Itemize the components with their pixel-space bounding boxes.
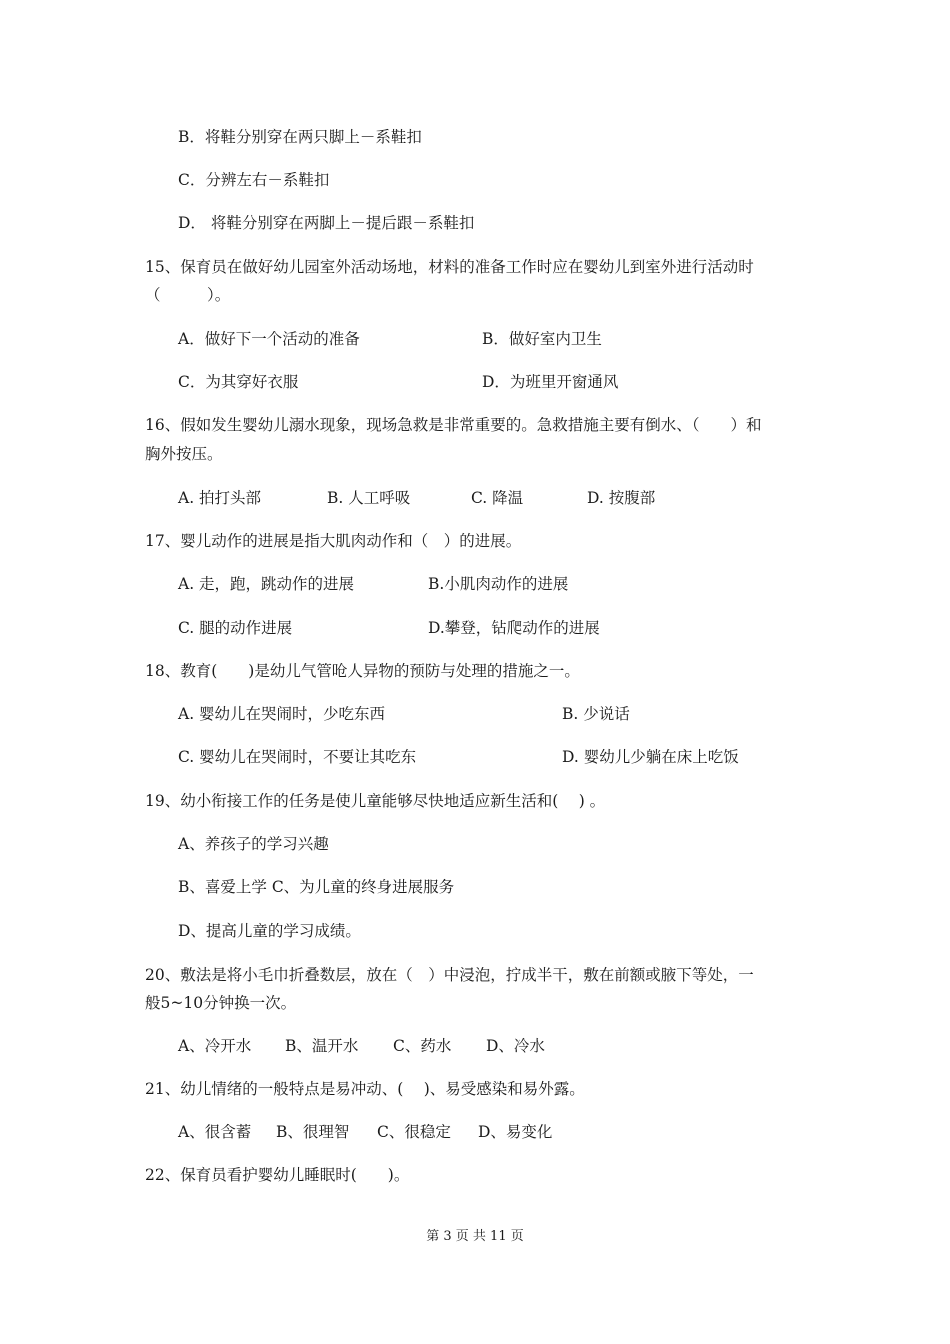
question-18-option-a: A. 婴幼儿在哭闹时，少吃东西 — [178, 705, 386, 723]
question-20-text-cont: 般5~10分钟换一次。 — [145, 994, 297, 1012]
option-c: C．分辨左右－系鞋扣 — [178, 171, 330, 189]
question-15-option-c: C．为其穿好衣服 — [178, 373, 299, 391]
question-17-option-d: D.攀登，钻爬动作的进展 — [428, 619, 600, 637]
question-21-option-b: B、很理智 — [276, 1123, 350, 1141]
question-16-option-c: C. 降温 — [471, 489, 524, 507]
question-17-text: 17、婴儿动作的进展是指大肌肉动作和（ ）的进展。 — [145, 532, 522, 550]
question-16-text: 16、假如发生婴幼儿溺水现象，现场急救是非常重要的。急救措施主要有倒水、（ ）和 — [145, 416, 762, 434]
question-16-option-a: A. 拍打头部 — [178, 489, 262, 507]
question-17-option-c: C. 腿的动作进展 — [178, 619, 293, 637]
option-b: B．将鞋分别穿在两只脚上－系鞋扣 — [178, 128, 422, 146]
question-15-text: 15、保育员在做好幼儿园室外活动场地，材料的准备工作时应在婴幼儿到室外进行活动时 — [145, 258, 754, 276]
question-18-option-d: D. 婴幼儿少躺在床上吃饭 — [562, 748, 739, 766]
question-22-text: 22、保育员看护婴幼儿睡眠时( )。 — [145, 1166, 410, 1184]
question-16-text-cont: 胸外按压。 — [145, 445, 223, 463]
question-18-text: 18、教育( )是幼儿气管呛人异物的预防与处理的措施之一。 — [145, 662, 580, 680]
question-21-option-c: C、很稳定 — [377, 1123, 451, 1141]
question-19-option-d: D、提高儿童的学习成绩。 — [178, 922, 361, 940]
question-20-option-c: C、药水 — [393, 1037, 452, 1055]
question-20-option-a: A、冷开水 — [178, 1037, 252, 1055]
page-footer: 第 3 页 共 11 页 — [426, 1229, 524, 1244]
question-20-text: 20、敷法是将小毛巾折叠数层，放在（ ）中浸泡，拧成半干，敷在前额或腋下等处，一 — [145, 966, 754, 984]
question-17-option-b: B.小肌肉动作的进展 — [428, 575, 569, 593]
option-d: D． 将鞋分别穿在两脚上－提后跟－系鞋扣 — [178, 214, 475, 232]
question-16-option-b: B. 人工呼吸 — [327, 489, 411, 507]
question-20-option-d: D、冷水 — [486, 1037, 545, 1055]
question-20-option-b: B、温开水 — [285, 1037, 359, 1055]
question-17-option-a: A. 走，跑，跳动作的进展 — [178, 575, 355, 593]
question-18-option-c: C. 婴幼儿在哭闹时，不要让其吃东 — [178, 748, 417, 766]
question-19-option-a: A、养孩子的学习兴趣 — [178, 835, 329, 853]
question-18-option-b: B. 少说话 — [562, 705, 630, 723]
question-15-option-b: B．做好室内卫生 — [482, 330, 602, 348]
question-19-text: 19、幼小衔接工作的任务是使儿童能够尽快地适应新生活和( ) 。 — [145, 792, 606, 810]
question-15-option-a: A．做好下一个活动的准备 — [178, 330, 360, 348]
question-15-text-cont: （ ）。 — [145, 286, 231, 304]
question-21-option-d: D、易变化 — [478, 1123, 553, 1141]
question-21-option-a: A、很含蓄 — [178, 1123, 252, 1141]
question-21-text: 21、幼儿情绪的一般特点是易冲动、( )、易受感染和易外露。 — [145, 1080, 585, 1098]
question-19-option-bc: B、喜爱上学 C、为儿童的终身进展服务 — [178, 878, 455, 896]
question-16-option-d: D. 按腹部 — [587, 489, 656, 507]
question-15-option-d: D．为班里开窗通风 — [482, 373, 619, 391]
